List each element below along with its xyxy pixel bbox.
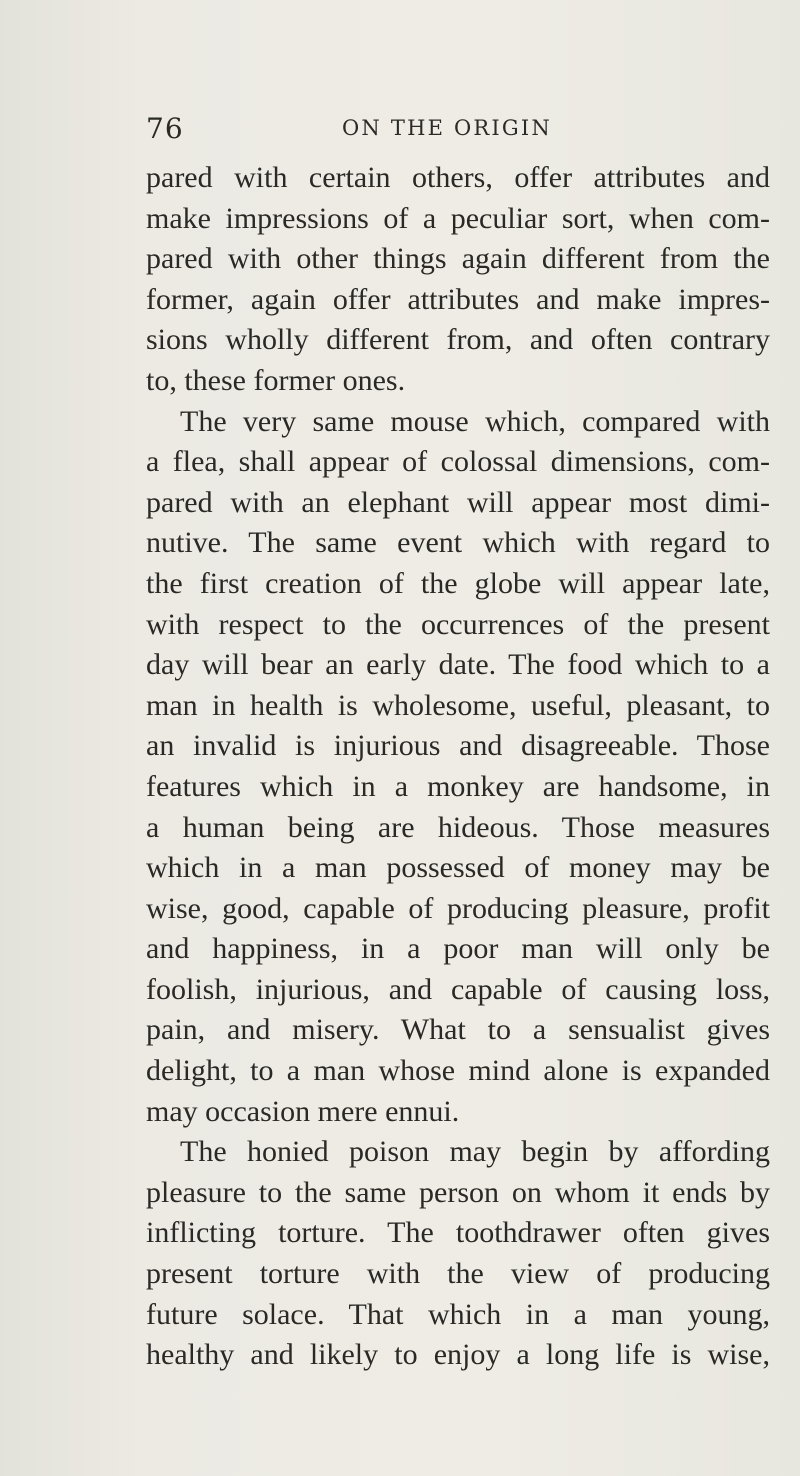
text-line: with respect to the occurrences of the present (146, 607, 770, 641)
text-line: to, these former ones. (146, 363, 406, 397)
page-number: 76 (146, 112, 184, 145)
text-line: an invalid is injurious and disagreeable. Those (146, 729, 770, 763)
body-text (146, 158, 770, 1376)
text-line: pared with certain others, offer attributes and (146, 161, 770, 194)
text-line: pared with other things again different from the (146, 242, 770, 276)
paragraph-start-line: The very same mouse which, compared with (180, 404, 770, 438)
text-line: pleasure to the same person on whom it ends by (146, 1175, 770, 1209)
text-line: a human being are hideous. Those measures (146, 810, 770, 844)
text-line: present torture with the view of producing (146, 1257, 770, 1291)
text-line: make impressions of a peculiar sort, when com- (146, 201, 770, 235)
text-line: future solace. That which in a man young, (146, 1297, 770, 1331)
text-line: nutive. The same event which with regard to (146, 526, 770, 560)
running-head (146, 112, 772, 152)
running-title: ON THE ORIGIN (342, 116, 552, 140)
text-line: day will bear an early date. The food which to a (146, 648, 770, 682)
text-line: pain, and misery. What to a sensualist gives (146, 1013, 770, 1047)
text-line: may occasion mere ennui. (146, 1094, 460, 1128)
text-line: features which in a monkey are handsome, in (146, 769, 770, 803)
text-line: and happiness, in a poor man will only be (146, 932, 770, 966)
text-line: sions wholly different from, and often contrary (146, 323, 770, 357)
text-line: foolish, injurious, and capable of causing loss, (146, 972, 770, 1006)
text-line: the first creation of the globe will appear late, (146, 566, 770, 600)
text-line: a flea, shall appear of colossal dimensions, com- (146, 445, 770, 479)
text-line: wise, good, capable of producing pleasure, profit (146, 891, 770, 925)
paragraph-start-line: The honied poison may begin by affording (180, 1135, 770, 1169)
text-line: inflicting torture. The toothdrawer often gives (146, 1216, 770, 1250)
text-line: man in health is wholesome, useful, pleasant, to (146, 688, 770, 722)
text-line: which in a man possessed of money may be (146, 851, 770, 885)
text-line: former, again offer attributes and make impres- (146, 282, 770, 316)
text-line: pared with an elephant will appear most dimi- (146, 485, 770, 519)
text-line: delight, to a man whose mind alone is expanded (146, 1054, 770, 1088)
text-line: healthy and likely to enjoy a long life is wise, (146, 1338, 770, 1372)
